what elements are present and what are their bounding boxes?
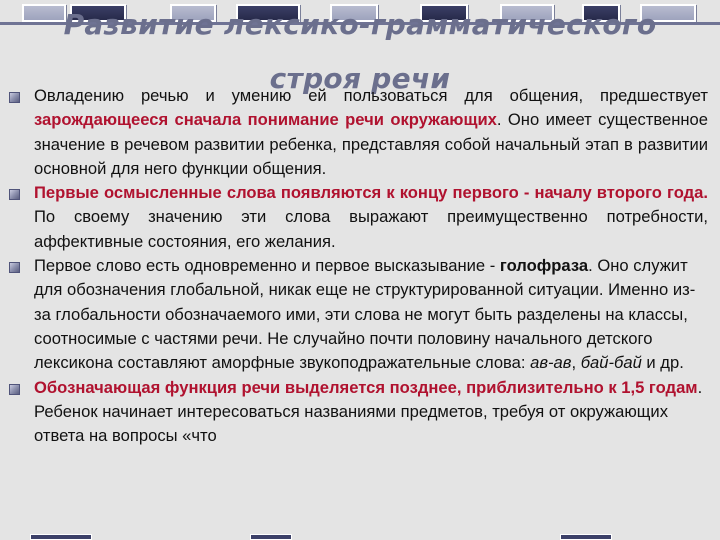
bullet-icon <box>9 262 20 273</box>
bullet-paragraph-3 <box>34 254 708 375</box>
deco-square <box>560 534 612 540</box>
slide-title-line-2: строя речи <box>269 62 451 95</box>
paragraph-text: . Оно служит для обозначения глобальной, никак еще не структурированной ситуации. Именно из-за глобальности обозначаемого ими, эти слова не могут быть разделены на классы, соотносимые с частями речи. Не случайно почти половину начального детского лексикона составляют аморфные звукоподражательные слова: <box>34 256 696 373</box>
deco-square <box>30 534 92 540</box>
emphasis-text: зарождающееся сначала понимание речи окружающих <box>34 110 497 130</box>
paragraph-text: Овладению речью и умению ей пользоваться для общения, предшествует <box>34 86 708 105</box>
paragraph-text: , <box>571 353 581 373</box>
bullet-icon <box>9 189 20 200</box>
bullet-icon <box>9 384 20 395</box>
term-text: голофраза <box>499 256 589 276</box>
example-word: бай-бай <box>580 353 642 373</box>
slide-body <box>34 84 708 448</box>
paragraph-text: . Ребенок начинает интересоваться названиями предметов, требуя от окружающих ответа на вопросы «что <box>34 377 703 446</box>
example-word: ав-ав <box>530 353 572 373</box>
bullet-paragraph-1 <box>34 84 708 181</box>
slide-title-line-1: Развитие лексико-грамматического <box>63 8 657 41</box>
bullet-paragraph-4 <box>34 376 708 449</box>
deco-square <box>250 534 292 540</box>
paragraph-text: . Оно имеет существенное значение в речевом развитии ребенка, представляя собой начальный этап в развитии основной для него функции общения. <box>34 110 708 178</box>
paragraph-text: Первое слово есть одновременно и первое высказывание - <box>34 256 500 276</box>
paragraph-text: По своему значению эти слова выражают преимущественно потребности, аффективные состояния, его желания. <box>34 207 708 251</box>
emphasis-text: Первые осмысленные слова появляются к концу первого - началу второго года. <box>34 183 708 203</box>
bullet-icon <box>9 92 20 103</box>
decorative-footer-band <box>0 534 720 540</box>
bullet-paragraph-2 <box>34 181 708 254</box>
paragraph-text: и др. <box>641 353 684 373</box>
emphasis-text: Обозначающая функция речи выделяется позднее, приблизительно к 1,5 годам <box>34 377 698 397</box>
